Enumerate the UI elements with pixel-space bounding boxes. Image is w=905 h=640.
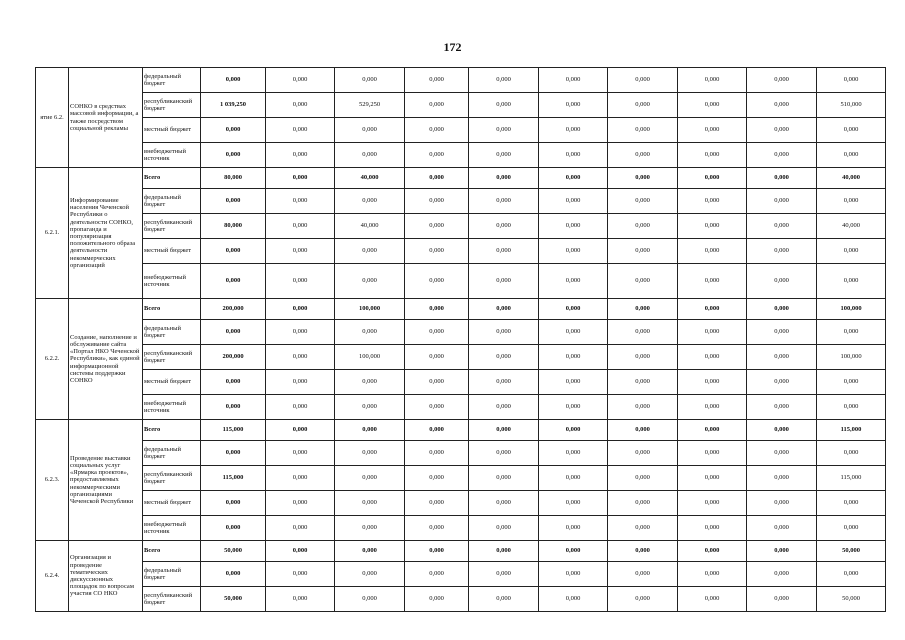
- table-row: [36, 541, 886, 562]
- funding-source: республиканский бюджет: [143, 214, 201, 239]
- value-cell: 0,000: [335, 541, 405, 562]
- value-cell: 0,000: [405, 420, 469, 441]
- value-total-cell: 1 039,250: [201, 93, 266, 118]
- value-cell: 0,000: [678, 264, 747, 299]
- value-cell: 0,000: [817, 264, 886, 299]
- value-cell: 50,000: [817, 541, 886, 562]
- value-cell: 0,000: [747, 516, 817, 541]
- value-cell: 0,000: [678, 93, 747, 118]
- value-cell: 0,000: [747, 299, 817, 320]
- value-cell: 0,000: [539, 68, 608, 93]
- value-cell: 0,000: [539, 118, 608, 143]
- value-cell: 0,000: [266, 214, 335, 239]
- value-total-cell: 115,000: [201, 420, 266, 441]
- value-cell: 0,000: [539, 541, 608, 562]
- value-cell: 0,000: [608, 491, 678, 516]
- value-cell: 0,000: [747, 143, 817, 168]
- item-name: Информирование населения Чеченской Республики о деятельности СОНКО, пропаганда и популяризация положительного образа деятельности некоммерческих организаций: [69, 168, 143, 299]
- value-cell: 0,000: [335, 118, 405, 143]
- value-cell: 0,000: [266, 370, 335, 395]
- value-cell: 0,000: [335, 466, 405, 491]
- value-total-cell: 0,000: [201, 143, 266, 168]
- value-cell: 0,000: [266, 320, 335, 345]
- item-name: Создание, наполнение и обслуживание сайта «Портал НКО Чеченской Республики», как единой информационной системы поддержки СОНКО: [69, 299, 143, 420]
- funding-source: местный бюджет: [143, 491, 201, 516]
- item-name: СОНКО в средствах массовой информации, а также посредством социальной рекламы: [69, 68, 143, 168]
- value-cell: 0,000: [678, 516, 747, 541]
- value-cell: 50,000: [817, 587, 886, 612]
- value-total-cell: 0,000: [201, 370, 266, 395]
- value-cell: 0,000: [266, 491, 335, 516]
- value-cell: 0,000: [405, 168, 469, 189]
- value-cell: 0,000: [817, 491, 886, 516]
- value-cell: 0,000: [335, 189, 405, 214]
- value-cell: 0,000: [539, 168, 608, 189]
- value-cell: 0,000: [678, 541, 747, 562]
- value-cell: 0,000: [469, 395, 539, 420]
- value-total-cell: 0,000: [201, 516, 266, 541]
- value-cell: 0,000: [817, 189, 886, 214]
- funding-source: Всего: [143, 168, 201, 189]
- value-total-cell: 0,000: [201, 441, 266, 466]
- value-cell: 0,000: [469, 441, 539, 466]
- value-cell: 115,000: [817, 420, 886, 441]
- value-total-cell: 50,000: [201, 587, 266, 612]
- value-cell: 0,000: [266, 541, 335, 562]
- value-cell: 0,000: [747, 441, 817, 466]
- funding-source: внебюджетный источник: [143, 395, 201, 420]
- value-cell: 0,000: [335, 441, 405, 466]
- value-cell: 0,000: [266, 420, 335, 441]
- value-cell: 0,000: [539, 516, 608, 541]
- value-cell: 0,000: [747, 264, 817, 299]
- table-row: [36, 395, 886, 420]
- value-cell: 0,000: [608, 143, 678, 168]
- value-cell: 0,000: [608, 420, 678, 441]
- value-cell: 0,000: [539, 239, 608, 264]
- value-cell: 0,000: [539, 441, 608, 466]
- table-row: [36, 189, 886, 214]
- value-cell: 0,000: [405, 345, 469, 370]
- value-cell: 0,000: [335, 68, 405, 93]
- value-cell: 0,000: [335, 264, 405, 299]
- value-total-cell: 80,000: [201, 168, 266, 189]
- funding-source: федеральный бюджет: [143, 189, 201, 214]
- value-cell: 40,000: [335, 214, 405, 239]
- value-cell: 0,000: [266, 168, 335, 189]
- value-cell: 0,000: [678, 168, 747, 189]
- value-cell: 0,000: [405, 264, 469, 299]
- table-row: [36, 370, 886, 395]
- value-cell: 0,000: [469, 143, 539, 168]
- value-cell: 0,000: [678, 491, 747, 516]
- value-cell: 0,000: [678, 320, 747, 345]
- value-cell: 0,000: [539, 395, 608, 420]
- value-cell: 0,000: [539, 264, 608, 299]
- value-cell: 0,000: [469, 93, 539, 118]
- value-cell: 0,000: [747, 118, 817, 143]
- table-row: [36, 345, 886, 370]
- item-name: Организация и проведение тематических дискуссионных площадок по вопросам участия СО НКО: [69, 541, 143, 612]
- value-cell: 0,000: [608, 68, 678, 93]
- funding-source: федеральный бюджет: [143, 68, 201, 93]
- value-cell: 0,000: [608, 441, 678, 466]
- value-cell: 0,000: [469, 516, 539, 541]
- value-cell: 0,000: [608, 516, 678, 541]
- table-row: [36, 168, 886, 189]
- value-cell: 0,000: [678, 466, 747, 491]
- value-cell: 0,000: [405, 214, 469, 239]
- value-total-cell: 80,000: [201, 214, 266, 239]
- value-cell: 0,000: [608, 93, 678, 118]
- value-cell: 0,000: [817, 143, 886, 168]
- funding-source: Всего: [143, 299, 201, 320]
- value-cell: 0,000: [405, 370, 469, 395]
- value-total-cell: 0,000: [201, 68, 266, 93]
- value-cell: 0,000: [335, 395, 405, 420]
- value-cell: 0,000: [539, 466, 608, 491]
- table-row: [36, 239, 886, 264]
- value-cell: 0,000: [608, 466, 678, 491]
- value-cell: 0,000: [266, 264, 335, 299]
- value-cell: 0,000: [539, 491, 608, 516]
- value-cell: 0,000: [405, 320, 469, 345]
- value-cell: 0,000: [335, 516, 405, 541]
- value-cell: 0,000: [539, 345, 608, 370]
- value-cell: 0,000: [747, 93, 817, 118]
- value-cell: 0,000: [469, 214, 539, 239]
- value-cell: 0,000: [817, 441, 886, 466]
- value-total-cell: 0,000: [201, 189, 266, 214]
- value-cell: 0,000: [817, 516, 886, 541]
- value-cell: 0,000: [747, 562, 817, 587]
- value-cell: 0,000: [539, 587, 608, 612]
- value-cell: 100,000: [817, 299, 886, 320]
- funding-source: республиканский бюджет: [143, 93, 201, 118]
- value-cell: 0,000: [405, 118, 469, 143]
- value-cell: 0,000: [405, 491, 469, 516]
- value-cell: 0,000: [608, 299, 678, 320]
- funding-source: Всего: [143, 541, 201, 562]
- value-cell: 0,000: [335, 562, 405, 587]
- funding-source: Всего: [143, 420, 201, 441]
- value-cell: 0,000: [608, 320, 678, 345]
- value-cell: 0,000: [608, 345, 678, 370]
- table-row: [36, 118, 886, 143]
- value-cell: 0,000: [747, 239, 817, 264]
- value-total-cell: 0,000: [201, 562, 266, 587]
- value-cell: 0,000: [469, 491, 539, 516]
- value-cell: 0,000: [608, 395, 678, 420]
- value-cell: 0,000: [469, 239, 539, 264]
- value-cell: 0,000: [266, 239, 335, 264]
- value-cell: 0,000: [266, 395, 335, 420]
- value-total-cell: 0,000: [201, 118, 266, 143]
- value-cell: 0,000: [747, 466, 817, 491]
- value-cell: 529,250: [335, 93, 405, 118]
- value-cell: 0,000: [747, 395, 817, 420]
- value-total-cell: 0,000: [201, 395, 266, 420]
- value-cell: 0,000: [469, 299, 539, 320]
- funding-source: республиканский бюджет: [143, 466, 201, 491]
- value-cell: 0,000: [335, 420, 405, 441]
- table-row: [36, 320, 886, 345]
- value-cell: 0,000: [678, 118, 747, 143]
- value-cell: 0,000: [608, 239, 678, 264]
- value-cell: 0,000: [266, 441, 335, 466]
- item-name: Проведение выставки социальных услуг «Ярмарка проектов», предоставляемых некоммерческими организациями Чеченской Республики: [69, 420, 143, 541]
- value-cell: 0,000: [747, 320, 817, 345]
- value-cell: 0,000: [266, 299, 335, 320]
- value-cell: 0,000: [335, 491, 405, 516]
- funding-source: республиканский бюджет: [143, 587, 201, 612]
- value-cell: 0,000: [747, 541, 817, 562]
- value-cell: 0,000: [266, 345, 335, 370]
- value-total-cell: 0,000: [201, 491, 266, 516]
- value-cell: 0,000: [335, 320, 405, 345]
- item-code: 6.2.1.: [36, 168, 69, 299]
- value-cell: 0,000: [266, 587, 335, 612]
- value-cell: 0,000: [817, 68, 886, 93]
- value-cell: 0,000: [266, 68, 335, 93]
- value-cell: 0,000: [469, 345, 539, 370]
- value-cell: 0,000: [678, 239, 747, 264]
- value-cell: 0,000: [678, 299, 747, 320]
- value-cell: 0,000: [469, 264, 539, 299]
- value-cell: 0,000: [405, 93, 469, 118]
- value-cell: 0,000: [266, 466, 335, 491]
- value-cell: 0,000: [539, 189, 608, 214]
- value-cell: 0,000: [405, 143, 469, 168]
- value-cell: 0,000: [608, 264, 678, 299]
- value-cell: 0,000: [469, 466, 539, 491]
- value-cell: 0,000: [405, 562, 469, 587]
- funding-source: внебюджетный источник: [143, 264, 201, 299]
- value-cell: 0,000: [817, 395, 886, 420]
- value-cell: 0,000: [405, 299, 469, 320]
- funding-source: местный бюджет: [143, 239, 201, 264]
- value-cell: 0,000: [266, 93, 335, 118]
- value-cell: 0,000: [405, 239, 469, 264]
- value-cell: 0,000: [539, 214, 608, 239]
- table-row: [36, 214, 886, 239]
- value-cell: 0,000: [747, 214, 817, 239]
- value-cell: 0,000: [539, 370, 608, 395]
- funding-source: местный бюджет: [143, 118, 201, 143]
- value-cell: 0,000: [469, 189, 539, 214]
- value-cell: 0,000: [469, 168, 539, 189]
- value-cell: 40,000: [817, 168, 886, 189]
- funding-source: федеральный бюджет: [143, 320, 201, 345]
- value-cell: 0,000: [608, 370, 678, 395]
- value-cell: 0,000: [335, 239, 405, 264]
- value-cell: 0,000: [469, 118, 539, 143]
- value-cell: 0,000: [405, 395, 469, 420]
- table-row: [36, 299, 886, 320]
- value-cell: 0,000: [678, 562, 747, 587]
- value-cell: 0,000: [539, 320, 608, 345]
- value-cell: 0,000: [608, 168, 678, 189]
- value-cell: 0,000: [266, 562, 335, 587]
- table-row: [36, 420, 886, 441]
- value-cell: 0,000: [539, 93, 608, 118]
- value-cell: 0,000: [747, 370, 817, 395]
- value-cell: 100,000: [335, 299, 405, 320]
- table-row: [36, 68, 886, 93]
- value-cell: 0,000: [608, 118, 678, 143]
- value-cell: 510,000: [817, 93, 886, 118]
- value-total-cell: 0,000: [201, 239, 266, 264]
- funding-source: федеральный бюджет: [143, 441, 201, 466]
- value-total-cell: 200,000: [201, 345, 266, 370]
- value-cell: 0,000: [678, 420, 747, 441]
- value-cell: 0,000: [678, 345, 747, 370]
- item-code: 6.2.2.: [36, 299, 69, 420]
- value-cell: 0,000: [405, 587, 469, 612]
- item-code: 6.2.4.: [36, 541, 69, 612]
- funding-source: местный бюджет: [143, 370, 201, 395]
- value-cell: 0,000: [747, 587, 817, 612]
- value-cell: 0,000: [539, 299, 608, 320]
- value-cell: 0,000: [608, 562, 678, 587]
- value-cell: 0,000: [469, 541, 539, 562]
- value-cell: 0,000: [469, 587, 539, 612]
- table-row: [36, 93, 886, 118]
- value-cell: 100,000: [335, 345, 405, 370]
- value-cell: 0,000: [747, 420, 817, 441]
- value-cell: 0,000: [747, 68, 817, 93]
- value-cell: 0,000: [817, 239, 886, 264]
- value-cell: 0,000: [817, 118, 886, 143]
- table-row: [36, 466, 886, 491]
- value-cell: 0,000: [817, 370, 886, 395]
- table-row: [36, 562, 886, 587]
- value-cell: 0,000: [817, 320, 886, 345]
- value-cell: 0,000: [747, 345, 817, 370]
- value-cell: 0,000: [469, 562, 539, 587]
- value-cell: 0,000: [266, 143, 335, 168]
- value-cell: 0,000: [405, 541, 469, 562]
- value-cell: 115,000: [817, 466, 886, 491]
- value-cell: 0,000: [266, 118, 335, 143]
- value-cell: 0,000: [405, 189, 469, 214]
- value-cell: 0,000: [678, 143, 747, 168]
- value-cell: 0,000: [405, 466, 469, 491]
- value-cell: 0,000: [747, 491, 817, 516]
- funding-source: внебюджетный источник: [143, 143, 201, 168]
- value-cell: 0,000: [335, 587, 405, 612]
- value-cell: 0,000: [678, 214, 747, 239]
- value-cell: 0,000: [266, 189, 335, 214]
- value-total-cell: 0,000: [201, 320, 266, 345]
- value-cell: 0,000: [405, 441, 469, 466]
- value-total-cell: 50,000: [201, 541, 266, 562]
- value-cell: 0,000: [539, 562, 608, 587]
- value-cell: 0,000: [678, 587, 747, 612]
- value-cell: 0,000: [678, 370, 747, 395]
- funding-source: республиканский бюджет: [143, 345, 201, 370]
- value-total-cell: 200,000: [201, 299, 266, 320]
- budget-table: [35, 67, 886, 612]
- table-row: [36, 491, 886, 516]
- value-cell: 0,000: [335, 370, 405, 395]
- item-code: 6.2.3.: [36, 420, 69, 541]
- value-cell: 0,000: [266, 516, 335, 541]
- value-cell: 0,000: [469, 320, 539, 345]
- value-cell: 0,000: [469, 68, 539, 93]
- table-row: [36, 143, 886, 168]
- value-cell: 0,000: [469, 420, 539, 441]
- value-cell: 100,000: [817, 345, 886, 370]
- value-cell: 0,000: [678, 189, 747, 214]
- value-cell: 0,000: [608, 189, 678, 214]
- value-cell: 0,000: [405, 516, 469, 541]
- value-cell: 0,000: [335, 143, 405, 168]
- value-cell: 0,000: [747, 168, 817, 189]
- value-total-cell: 0,000: [201, 264, 266, 299]
- value-cell: 0,000: [817, 562, 886, 587]
- value-cell: 0,000: [747, 189, 817, 214]
- table-row: [36, 264, 886, 299]
- page-number: 172: [443, 40, 462, 54]
- value-cell: 0,000: [608, 587, 678, 612]
- value-cell: 0,000: [608, 541, 678, 562]
- value-cell: 40,000: [817, 214, 886, 239]
- funding-source: внебюджетный источник: [143, 516, 201, 541]
- value-total-cell: 115,000: [201, 466, 266, 491]
- item-code: ятие 6.2.: [36, 68, 69, 168]
- table-row: [36, 441, 886, 466]
- funding-source: федеральный бюджет: [143, 562, 201, 587]
- table-row: [36, 516, 886, 541]
- value-cell: 0,000: [405, 68, 469, 93]
- value-cell: 0,000: [539, 143, 608, 168]
- value-cell: 0,000: [678, 441, 747, 466]
- table-row: [36, 587, 886, 612]
- value-cell: 40,000: [335, 168, 405, 189]
- value-cell: 0,000: [678, 68, 747, 93]
- value-cell: 0,000: [608, 214, 678, 239]
- value-cell: 0,000: [678, 395, 747, 420]
- value-cell: 0,000: [469, 370, 539, 395]
- value-cell: 0,000: [539, 420, 608, 441]
